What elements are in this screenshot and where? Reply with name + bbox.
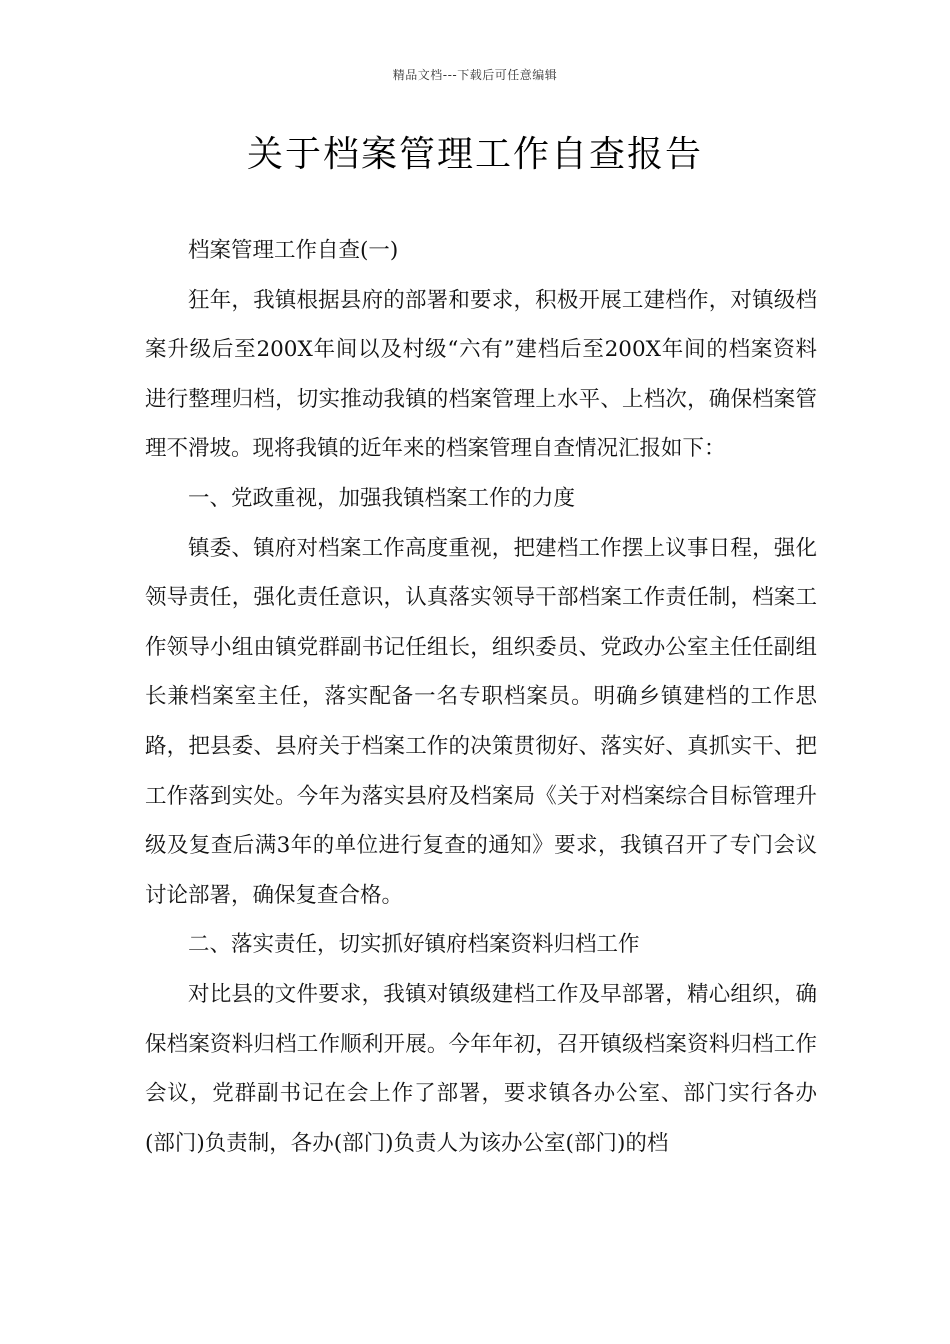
paragraph: 对比县的文件要求，我镇对镇级建档工作及早部署，精心组织，确保档案资料归档工作顺利开展。今年年初，召开镇级档案资料归档工作会议，党群副书记在会上作了部署，要求镇各办公室、部门实行各办(部门)负责制，各办(部门)负责人为该办公室(部门)的档 [145, 981, 817, 1156]
header-note: 精品文档---下载后可任意编辑 [392, 68, 558, 82]
section-heading: 档案管理工作自查(一) [188, 238, 399, 263]
section-heading: 二、落实责任，切实抓好镇府档案资料归档工作 [188, 932, 640, 958]
section-heading: 一、党政重视，加强我镇档案工作的力度 [188, 485, 576, 511]
document-title: 关于档案管理工作自查报告 [246, 134, 703, 175]
document-body [145, 226, 817, 1168]
paragraph: 狂年，我镇根据县府的部署和要求，积极开展工建档作，对镇级档案升级后至200X年间以及村级“六有”建档后至200X年间的档案资料进行整理归档，切实推动我镇的档案管理上水平、上档次，确保档案管理不滑坡。现将我镇的近年来的档案管理自查情况汇报如下： [145, 287, 817, 462]
paragraph: 镇委、镇府对档案工作高度重视，把建档工作摆上议事日程，强化领导责任，强化责任意识，认真落实领导干部档案工作责任制，档案工作领导小组由镇党群副书记任组长，组织委员、党政办公室主任任副组长兼档案室主任，落实配备一名专职档案员。明确乡镇建档的工作思路，把县委、县府关于档案工作的决策贯彻好、落实好、真抓实干、把工作落到实处。今年为落实县府及档案局《关于对档案综合目标管理升级及复查后满3年的单位进行复查的通知》要求，我镇召开了专门会议讨论部署，确保复查合格。 [145, 535, 817, 908]
